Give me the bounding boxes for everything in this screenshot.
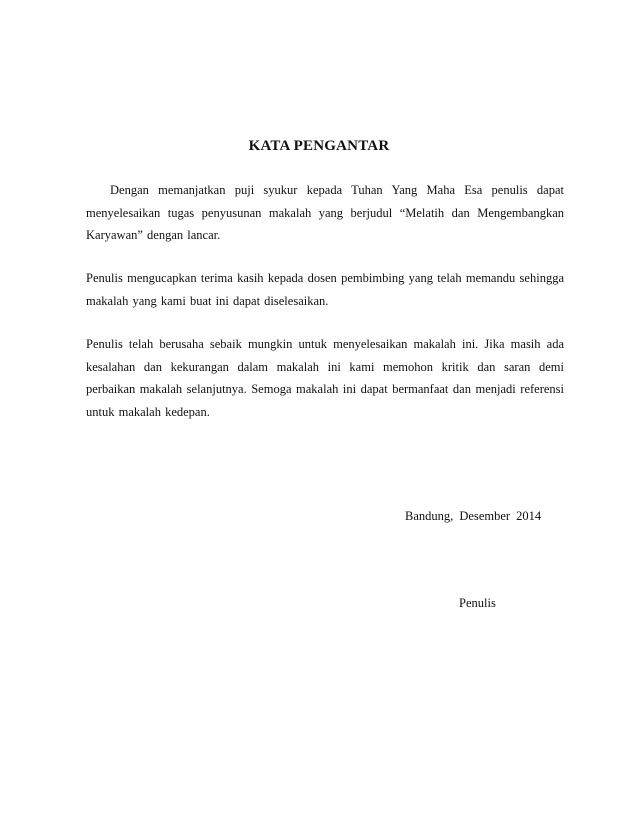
- page-title: KATA PENGANTAR: [248, 138, 390, 154]
- signature-role: Penulis: [459, 596, 496, 610]
- paragraph-thanks: Penulis mengucapkan terima kasih kepada dosen pembimbing yang telah memandu sehingga makalah yang kami buat ini dapat diselesaikan.: [86, 271, 564, 308]
- paragraph-closing: Penulis telah berusaha sebaik mungkin untuk menyelesaikan makalah ini. Jika masih ada kesalahan dan kekurangan dalam makalah ini kami memohon kritik dan saran demi perbaikan makalah selanjutnya. Semoga makalah ini dapat bermanfaat dan menjadi referensi untuk makalah kedepan.: [86, 337, 564, 419]
- paragraph-opening: Dengan memanjatkan puji syukur kepada Tuhan Yang Maha Esa penulis dapat menyelesaikan tugas penyusunan makalah yang berjudul “Melatih dan Mengembangkan Karyawan” dengan lancar.: [86, 183, 564, 242]
- place-date: Bandung, Desember 2014: [405, 509, 542, 523]
